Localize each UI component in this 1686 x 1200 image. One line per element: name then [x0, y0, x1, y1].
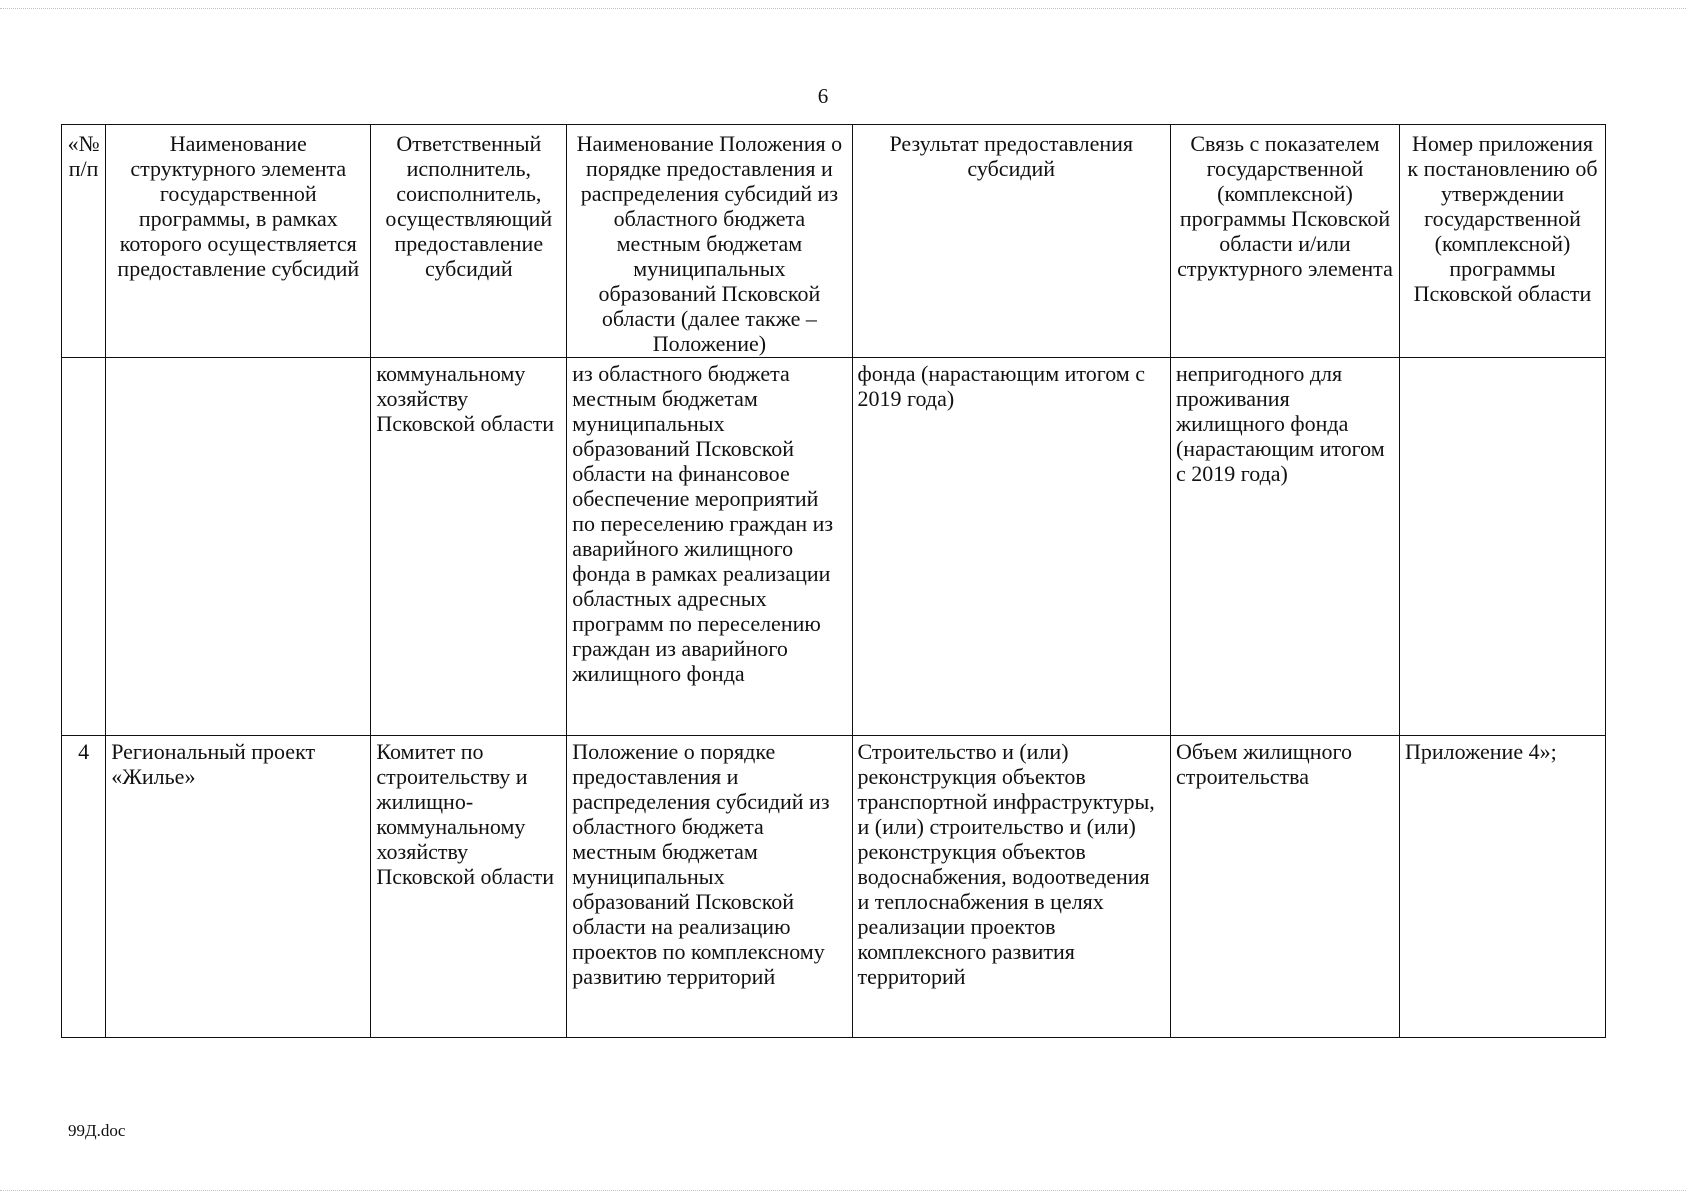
cell-result: фонда (нарастающим итогом с 2019 года) [852, 358, 1170, 736]
scan-edge-top [0, 8, 1686, 19]
cell-appendix: Приложение 4»; [1400, 736, 1606, 1038]
table-row [62, 736, 1606, 1038]
footer-filename: 99Д.doc [68, 1121, 126, 1140]
cell-appendix [1400, 358, 1606, 736]
cell-executor: Комитет по строительству и жилищно-коммунальному хозяйству Псковской области [371, 736, 567, 1038]
cell-regulation: Положение о порядке предоставления и распределения субсидий из областного бюджета местным бюджетам муниципальных образований Псковской области на реализацию проектов по комплексному развитию территорий [567, 736, 852, 1038]
header-appendix: Номер приложения к постановлению об утверждении государственной (комплексной) программы Псковской области [1400, 125, 1606, 358]
cell-element: Региональный проект «Жилье» [106, 736, 371, 1038]
cell-link: Объем жилищного строительства [1170, 736, 1399, 1038]
table-row [62, 358, 1606, 736]
cell-num: 4 [62, 736, 106, 1038]
subsidy-table [61, 124, 1606, 1038]
cell-link: непригодного для проживания жилищного фонда (нарастающим итогом с 2019 года) [1170, 358, 1399, 736]
header-link: Связь с показателем государственной (комплексной) программы Псковской области и/или структурного элемента [1170, 125, 1399, 358]
header-num: «№ п/п [62, 125, 106, 358]
header-executor: Ответственный исполнитель, соисполнитель, осуществляющий предоставление субсидий [371, 125, 567, 358]
header-regulation: Наименование Положения о порядке предоставления и распределения субсидий из областного бюджета местным бюджетам муниципальных образований Псковской области (далее также – Положение) [567, 125, 852, 358]
cell-result: Строительство и (или) реконструкция объектов транспортной инфраструктуры, и (или) строительство и (или) реконструкция объектов водоснабжения, водоотведения и теплоснабжения в целях реализации проектов комплексного развития территорий [852, 736, 1170, 1038]
header-element: Наименование структурного элемента государственной программы, в рамках которого осуществляется предоставление субсидий [106, 125, 371, 358]
page-number: 6 [817, 84, 829, 108]
scan-edge-bottom [0, 1190, 1686, 1195]
table-header-row [62, 125, 1606, 358]
cell-executor: коммунальному хозяйству Псковской области [371, 358, 567, 736]
cell-num [62, 358, 106, 736]
cell-element [106, 358, 371, 736]
cell-regulation: из областного бюджета местным бюджетам муниципальных образований Псковской области на финансовое обеспечение мероприятий по переселению граждан из аварийного жилищного фонда в рамках реализации областных адресных программ по переселению граждан из аварийного жилищного фонда [567, 358, 852, 736]
header-result: Результат предоставления субсидий [852, 125, 1170, 358]
